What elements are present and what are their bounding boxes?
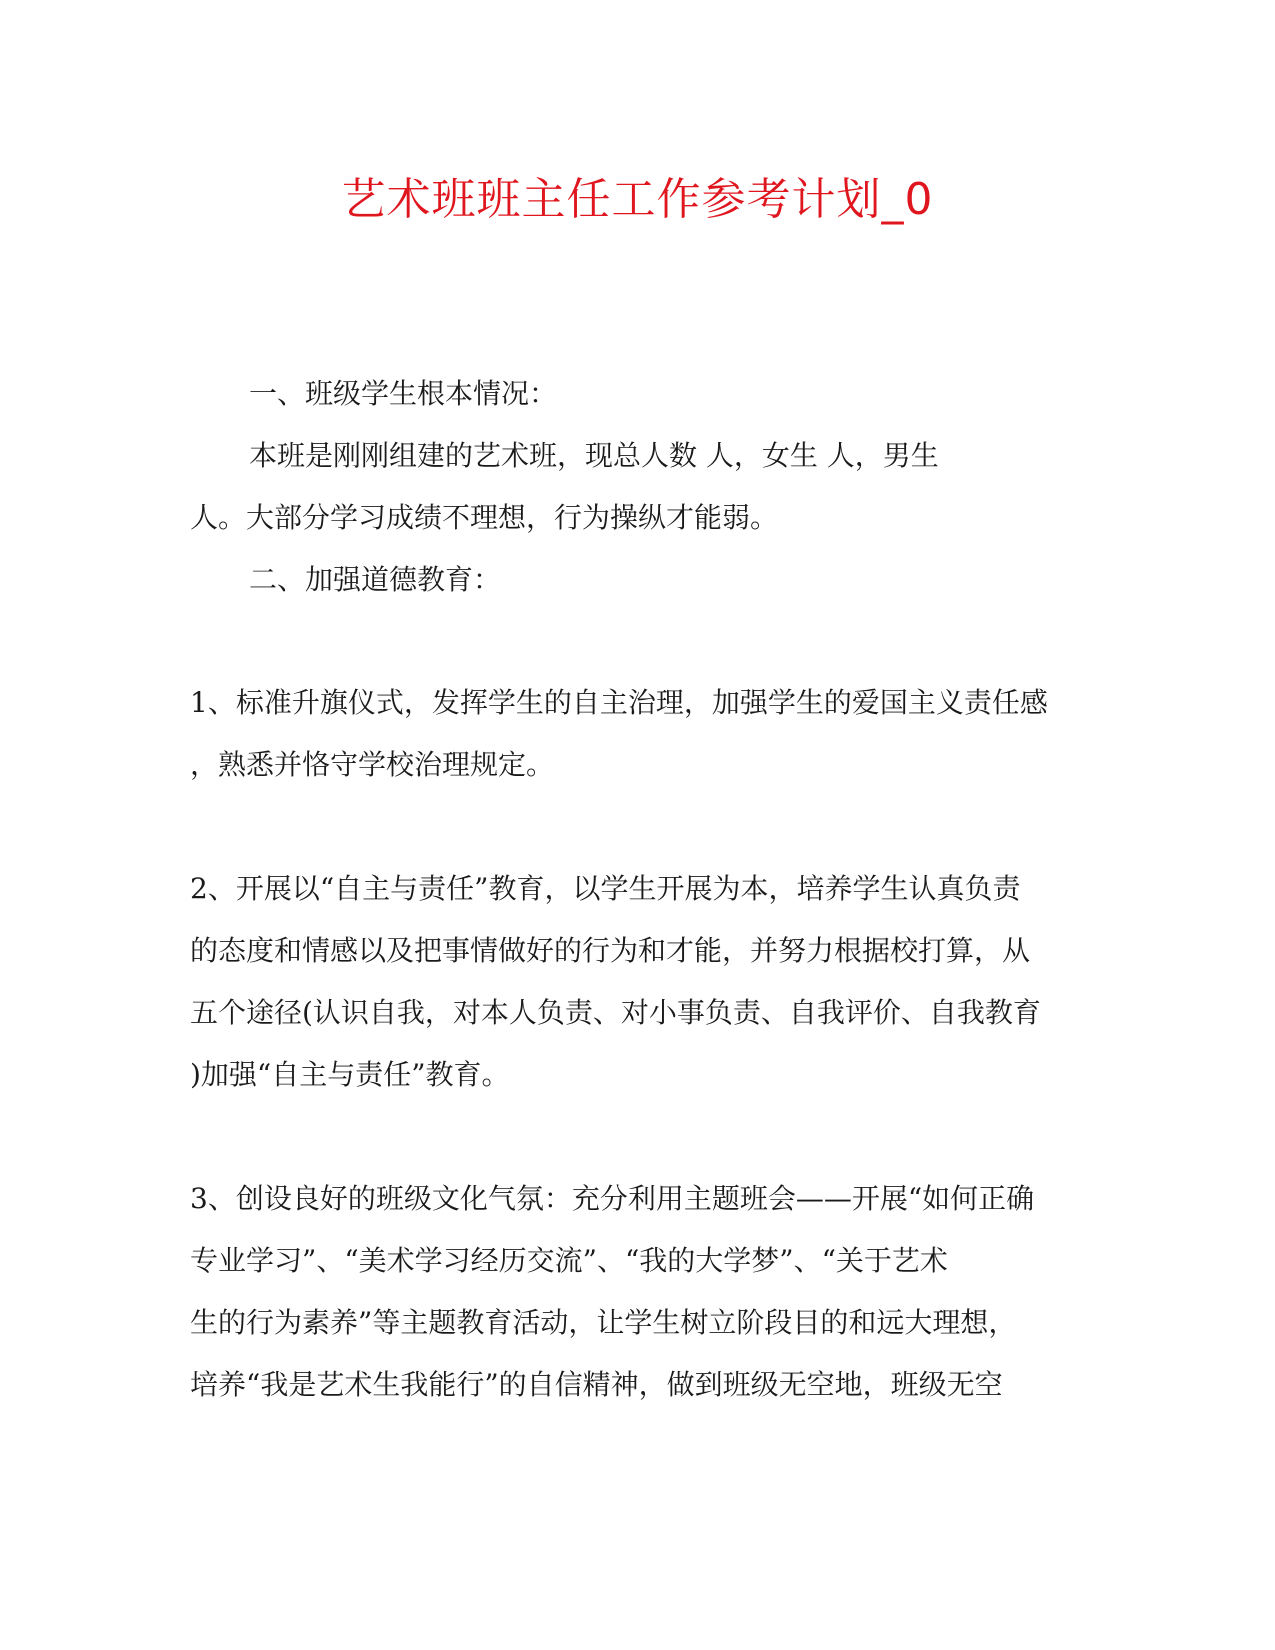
paragraph-line: 人。大部分学习成绩不理想，行为操纵才能弱。 [190,501,779,534]
paragraph-line: 1、标准升旗仪式，发挥学生的自主治理，加强学生的爱国主义责任感 [190,686,1048,719]
paragraph-line: 五个途径(认识自我，对本人负责、对小事负责、自我评价、自我教育 [190,996,1041,1029]
paragraph-line: 2、开展以“自主与责任”教育，以学生开展为本，培养学生认真负责 [190,872,1021,905]
paragraph-line: 专业学习”、“美术学习经历交流”、“我的大学梦”、“关于艺术 [190,1244,948,1277]
section-heading-1: 一、班级学生根本情况： [249,377,558,410]
document-title: 艺术班班主任工作参考计划_0 [341,174,934,225]
paragraph-line: 本班是刚刚组建的艺术班，现总人数 人，女生 人，男生 [249,439,939,472]
paragraph-line: 生的行为素养”等主题教育活动，让学生树立阶段目的和远大理想， [190,1306,1017,1339]
paragraph-line: )加强“自主与责任”教育。 [190,1058,510,1091]
paragraph-line: 3、创设良好的班级文化气氛：充分利用主题班会——开展“如何正确 [190,1182,1035,1215]
paragraph-line: 培养“我是艺术生我能行”的自信精神，做到班级无空地，班级无空 [190,1368,1003,1401]
section-heading-2: 二、加强道德教育： [249,563,502,596]
paragraph-line: ，熟悉并恪守学校治理规定。 [190,748,555,781]
paragraph-line: 的态度和情感以及把事情做好的行为和才能，并努力根据校打算，从 [190,934,1031,967]
